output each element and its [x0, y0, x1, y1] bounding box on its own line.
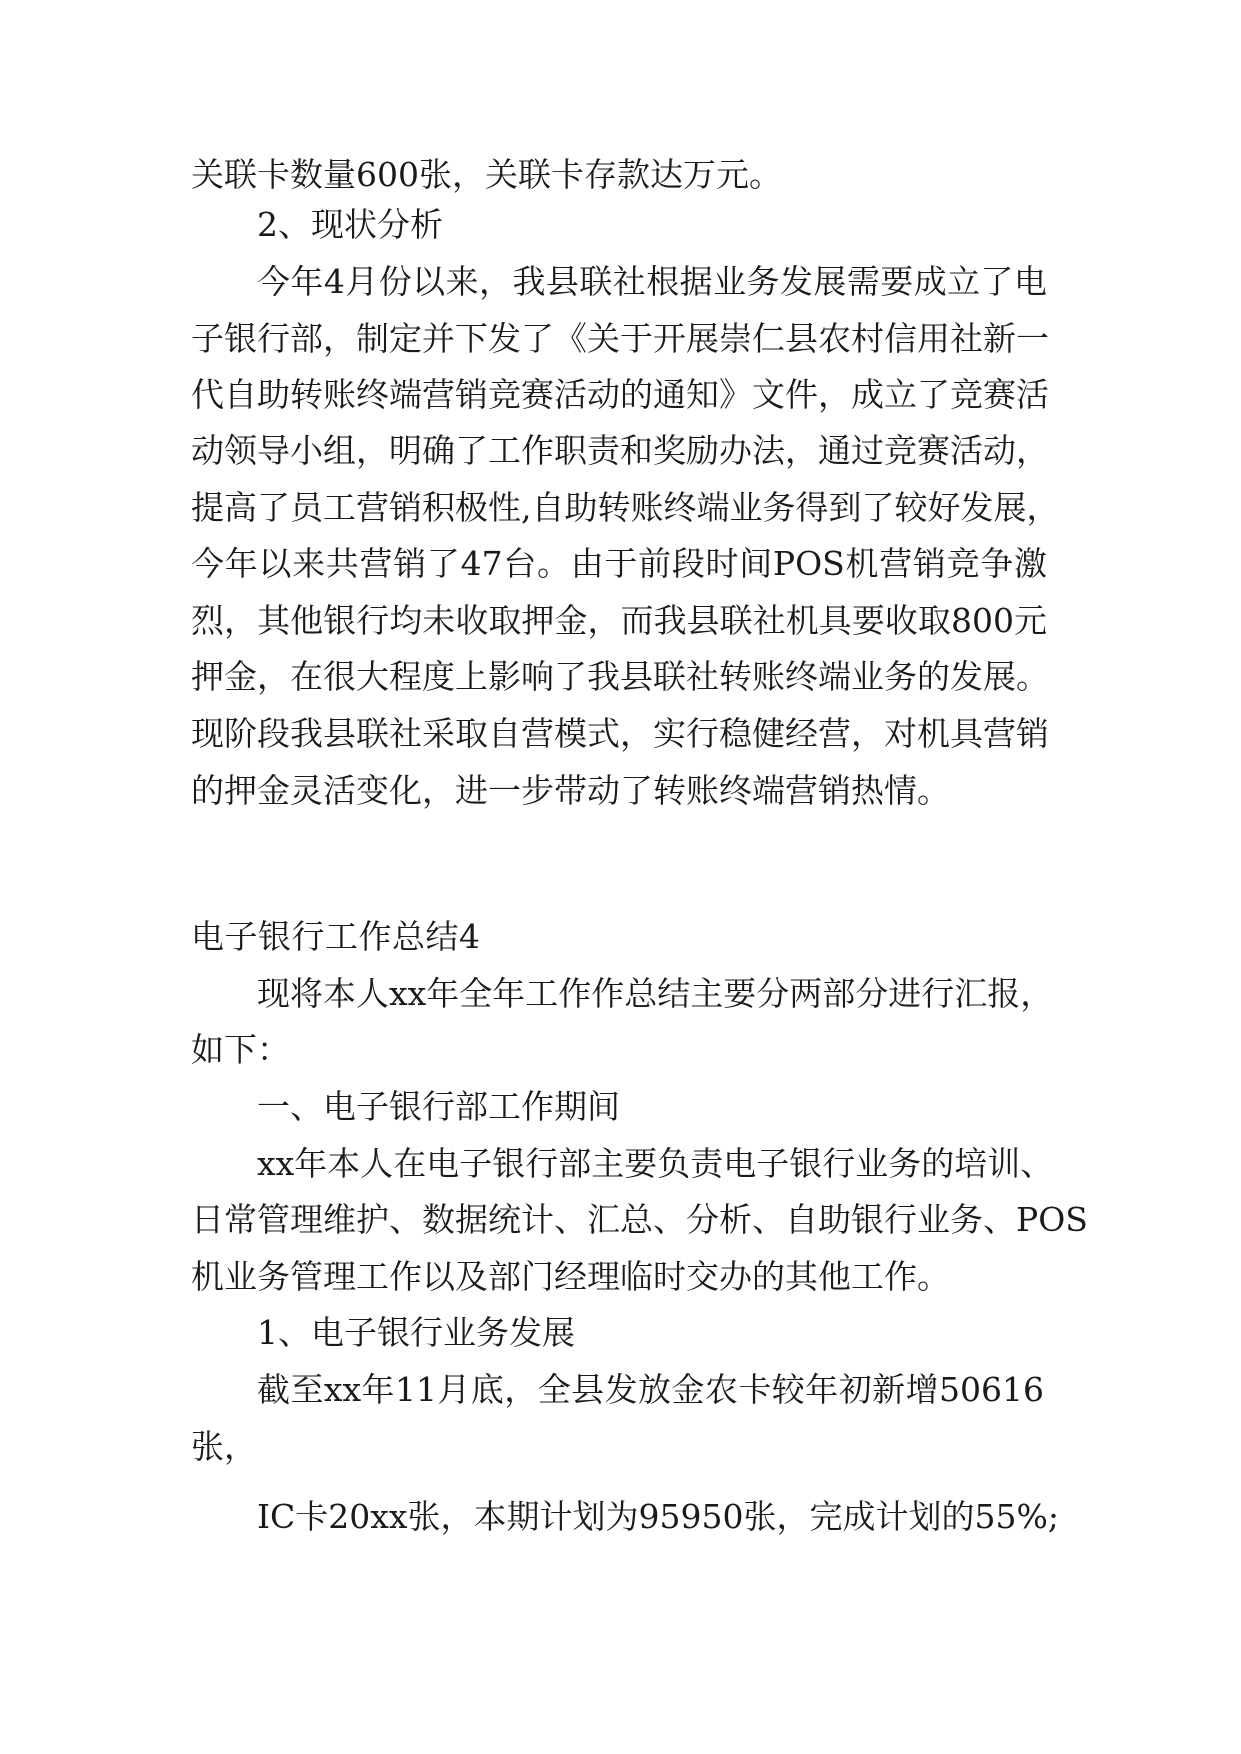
paragraph-line: IC卡20xx张，本期计划为95950张，完成计划的55%;: [257, 1497, 1059, 1536]
paragraph-line: 日常管理维护、数据统计、汇总、分析、自助银行业务、POS: [191, 1200, 1088, 1239]
paragraph-line: 现阶段我县联社采取自营模式，实行稳健经营，对机具营销: [191, 714, 1049, 753]
paragraph-line: 动领导小组，明确了工作职责和奖励办法，通过竞赛活动，: [191, 431, 1049, 470]
paragraph-line: 代自助转账终端营销竞赛活动的通知》文件，成立了竞赛活: [191, 375, 1049, 414]
section-heading: 一、电子银行部工作期间: [257, 1087, 620, 1126]
paragraph-line: 子银行部，制定并下发了《关于开展崇仁县农村信用社新一: [191, 319, 1049, 358]
paragraph-line: 现将本人xx年全年工作作总结主要分两部分进行汇报，: [257, 974, 1054, 1013]
paragraph-line: 如下：: [191, 1030, 290, 1069]
section-heading: 2、现状分析: [257, 205, 443, 244]
paragraph-line: 押金，在很大程度上影响了我县联社转账终端业务的发展。: [191, 657, 1049, 696]
paragraph-line: 烈，其他银行均未收取押金，而我县联社机具要收取800元: [191, 601, 1047, 640]
paragraph-line: 提高了员工营销积极性,自助转账终端业务得到了较好发展，: [191, 488, 1060, 527]
paragraph-line: 今年4月份以来，我县联社根据业务发展需要成立了电: [257, 262, 1047, 301]
section-title: 电子银行工作总结4: [191, 917, 481, 956]
section-heading: 1、电子银行业务发展: [257, 1313, 575, 1352]
paragraph-line: 今年以来共营销了47台。由于前段时间POS机营销竞争激: [191, 544, 1047, 583]
paragraph-line: 关联卡数量600张，关联卡存款达万元。: [191, 155, 782, 194]
paragraph-line: 的押金灵活变化，进一步带动了转账终端营销热情。: [191, 771, 950, 810]
paragraph-line: 张，: [191, 1427, 257, 1466]
paragraph-line: xx年本人在电子银行部主要负责电子银行业务的培训、: [257, 1144, 1054, 1183]
paragraph-line: 截至xx年11月底，全县发放金农卡较年初新增50616: [257, 1370, 1044, 1409]
paragraph-line: 机业务管理工作以及部门经理临时交办的其他工作。: [191, 1257, 950, 1296]
